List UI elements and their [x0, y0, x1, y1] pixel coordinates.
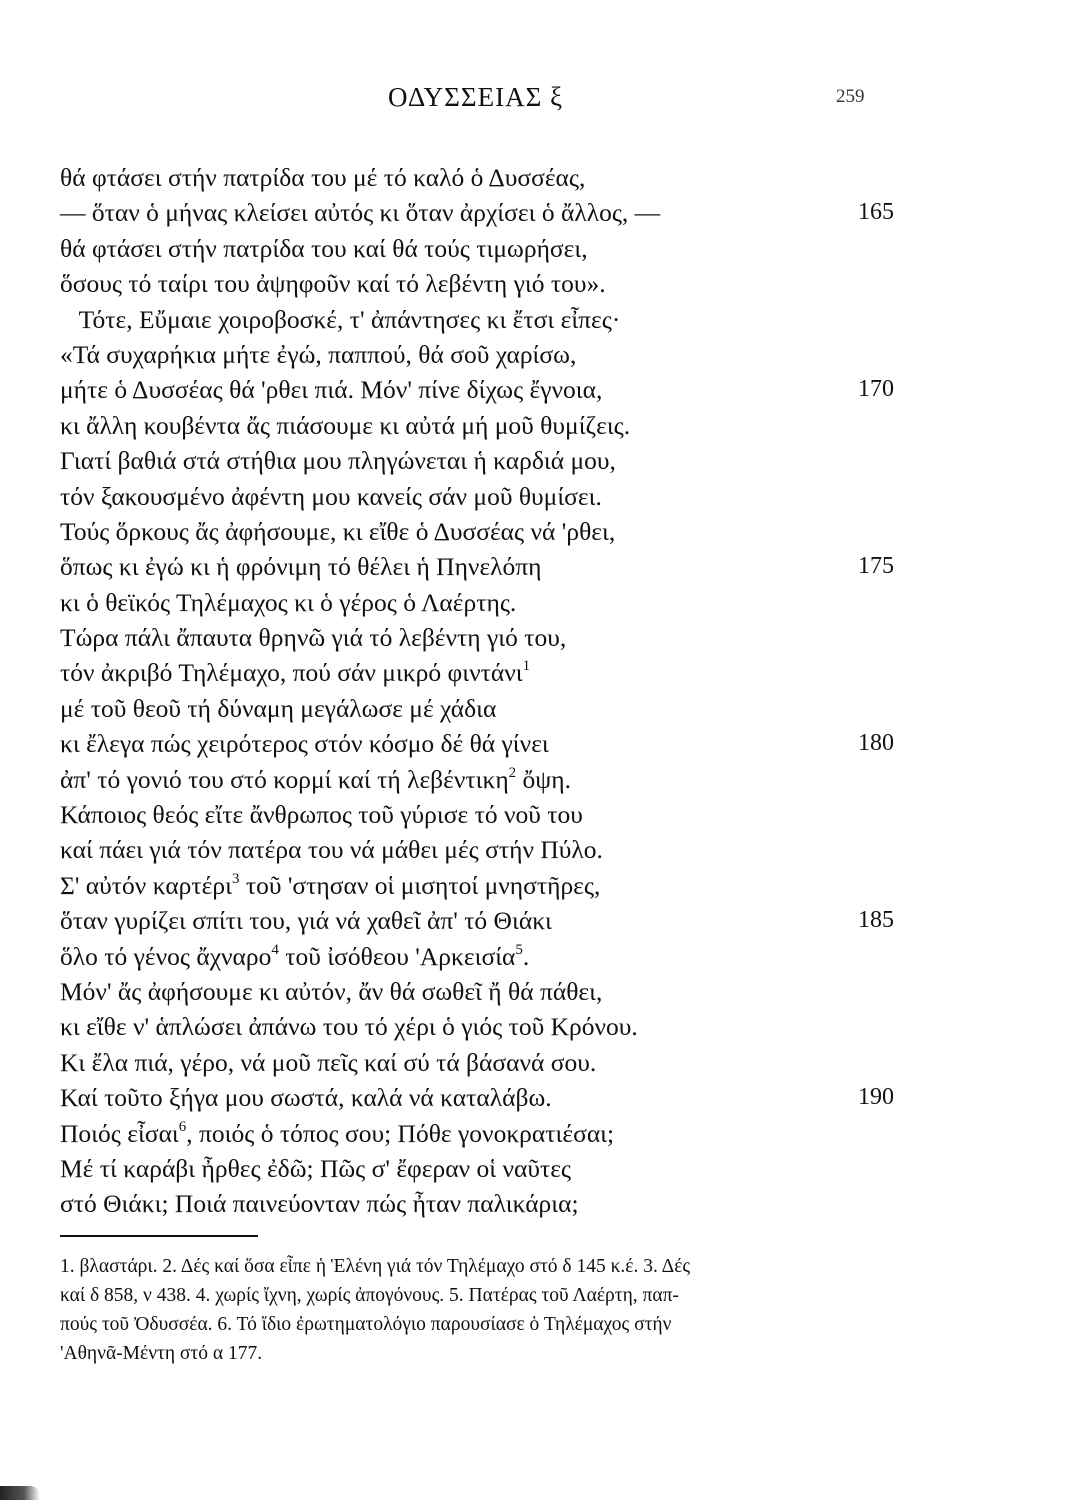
verse-line: [60, 514, 1020, 549]
verse-text: [60, 443, 616, 478]
verse-line: [60, 1116, 1020, 1151]
verse-text: [60, 620, 566, 655]
verse-text-segment: Τούς ὅρκους ἄς ἀφήσουμε, κι εἴθε ὁ Δυσσέας νά 'ρθει,: [60, 516, 616, 546]
verse-text-segment: ὄψη.: [516, 764, 571, 794]
verse-line: [60, 443, 1020, 478]
verse-text-segment: κι ἄλλη κουβέντα ἄς πιάσουμε κι αὐτά μή μοῦ θυμίζεις.: [60, 410, 631, 440]
verse-line: [60, 266, 1020, 301]
verse-text: [60, 1151, 571, 1186]
footnote-marker: 1: [522, 658, 531, 675]
verse-line: [60, 868, 1020, 903]
verse-text: [60, 868, 600, 903]
verse-line: [60, 372, 1020, 407]
verse-text: [60, 832, 603, 867]
verse-text-segment: Μέ τί καράβι ἦρθες ἐδῶ; Πῶς σ' ἔφεραν οἱ ναῦτες: [60, 1153, 572, 1183]
verse-text-segment: ὅταν γυρίζει σπίτι του, γιά νά χαθεῖ ἀπ' τό Θιάκι: [60, 906, 552, 936]
verse-text: [60, 302, 620, 337]
verse-line: [60, 1080, 1020, 1115]
verse-text: [60, 939, 529, 974]
footnote-line: καί δ 858, ν 438. 4. χωρίς ἴχνη, χωρίς ἀπογόνους. 5. Πατέρας τοῦ Λαέρτη, παπ-: [60, 1285, 679, 1306]
footnotes: [60, 1252, 906, 1368]
verse-line: [60, 655, 1020, 690]
footnote-marker: 3: [231, 870, 240, 887]
verse-text-segment: Σ' αὐτόν καρτέρι: [60, 870, 232, 900]
verse-line: [60, 479, 1020, 514]
verse-text-segment: στό Θιάκι; Ποιά παινεύονταν πώς ἦταν παλικάρια;: [60, 1189, 579, 1219]
verse-line: [60, 620, 1020, 655]
verse-line: [60, 1186, 1020, 1221]
verse-text-segment: τόν ξακουσμένο ἀφέντη μου κανείς σάν μοῦ θυμίσει.: [60, 481, 602, 511]
verse-text: [60, 903, 552, 938]
page-title: ΟΔΥΣΣΕΙΑΣ ξ: [388, 82, 564, 112]
verse-text-segment: θά φτάσει στήν πατρίδα του μέ τό καλό ὁ Δυσσέας,: [60, 163, 586, 192]
footnote-marker: 4: [271, 941, 279, 958]
verse-text-segment: ὅσους τό ταίρι του ἀψηφοῦν καί τό λεβέντη γιό του».: [60, 269, 606, 299]
verse-text-segment: κι ὁ θεϊκός Τηλέμαχος κι ὁ γέρος ὁ Λαέρτης.: [60, 587, 517, 617]
verse-line: [60, 939, 1020, 974]
verse-line: [60, 974, 1020, 1009]
verse-text-segment: ὅπως κι ἐγώ κι ἡ φρόνιμη τό θέλει ἡ Πηνελόπη: [60, 552, 542, 582]
line-number: 165: [858, 199, 894, 226]
verse-text-segment: Τότε, Εὔμαιε χοιροβοσκέ, τ' ἀπάντησες κι ἔτσι εἶπες·: [60, 304, 621, 334]
verse-block: [60, 160, 1020, 1222]
verse-text: [60, 408, 630, 443]
verse-line: [60, 1045, 1020, 1080]
verse-text: [60, 974, 602, 1009]
verse-text: [60, 762, 571, 797]
verse-line: [60, 585, 1020, 620]
verse-text: [60, 1116, 614, 1151]
verse-text-segment: — ὅταν ὁ μήνας κλείσει αὐτός κι ὅταν ἀρχίσει ὁ ἄλλος, —: [60, 198, 661, 228]
verse-text: [60, 655, 530, 690]
line-number: 185: [858, 907, 894, 934]
verse-text-segment: τόν ἀκριβό Τηλέμαχο, πού σάν μικρό φιντάνι: [60, 658, 523, 688]
verse-text-segment: Μόν' ἄς ἀφήσουμε κι αὐτόν, ἄν θά σωθεῖ ἤ θά πάθει,: [60, 976, 603, 1006]
verse-text-segment: , ποιός ὁ τόπος σου; Πόθε γονοκρατιέσαι;: [186, 1118, 615, 1148]
verse-text-segment: ἀπ' τό γονιό του στό κορμί καί τή λεβέντικη: [60, 764, 509, 794]
verse-line: [60, 337, 1020, 372]
verse-text: [60, 195, 660, 230]
verse-text-segment: κι εἴθε ν' ἁπλώσει ἀπάνω του τό χέρι ὁ γιός τοῦ Κρόνου.: [60, 1012, 638, 1042]
line-number: 170: [858, 376, 894, 403]
verse-text: [60, 1186, 579, 1221]
verse-text: [60, 1045, 596, 1080]
verse-text: [60, 1009, 638, 1044]
line-number: 175: [858, 553, 894, 580]
verse-text-segment: Τώρα πάλι ἄπαυτα θρηνῶ γιά τό λεβέντη γιό του,: [60, 623, 567, 653]
footnote-marker: 2: [508, 764, 517, 781]
verse-line: [60, 691, 1020, 726]
verse-text: [60, 231, 588, 266]
verse-line: [60, 726, 1020, 761]
running-head: [0, 82, 1086, 122]
verse-text-segment: τοῦ 'στησαν οἱ μισητοί μνηστῆρες,: [239, 870, 601, 900]
verse-line: [60, 408, 1020, 443]
footnote-rule: [60, 1235, 258, 1237]
verse-text: [60, 797, 583, 832]
verse-line: [60, 832, 1020, 867]
page-number: 259: [836, 86, 865, 107]
verse-text-segment: μέ τοῦ θεοῦ τή δύναμη μεγάλωσε μέ χάδια: [60, 693, 497, 723]
page-edge-shadow: [0, 1486, 40, 1500]
verse-text-segment: Καί τοῦτο ξήγα μου σωστά, καλά νά καταλάβω.: [60, 1083, 552, 1113]
verse-text: [60, 585, 516, 620]
verse-line: [60, 1009, 1020, 1044]
footnote-marker: 5: [515, 941, 523, 958]
verse-line: [60, 231, 1020, 266]
verse-text: [60, 726, 549, 761]
verse-text-segment: Ποιός εἶσαι: [60, 1118, 179, 1148]
verse-text: [60, 549, 542, 584]
line-number: 180: [858, 730, 894, 757]
verse-text: [60, 514, 615, 549]
verse-text-segment: καί πάει γιά τόν πατέρα του νά μάθει μές στήν Πύλο.: [60, 835, 603, 865]
footnote-line: 'Αθηνᾶ-Μέντη στό α 177.: [60, 1343, 263, 1364]
verse-text-segment: Κι ἔλα πιά, γέρο, νά μοῦ πεῖς καί σύ τά βάσανά σου.: [60, 1047, 597, 1077]
verse-text: [60, 691, 496, 726]
verse-line: [60, 160, 1020, 195]
footnote-line: 1. βλαστάρι. 2. Δές καί ὅσα εἶπε ἡ Ἑλένη γιά τόν Τηλέμαχο στό δ 145 κ.έ. 3. Δές: [60, 1256, 691, 1277]
line-number: 190: [858, 1084, 894, 1111]
verse-text-segment: τοῦ ἰσόθεου 'Αρκεισία: [278, 941, 516, 971]
verse-text: [60, 1080, 552, 1115]
verse-text: [60, 372, 602, 407]
verse-text-segment: θά φτάσει στήν πατρίδα του καί θά τούς τιμωρήσει,: [60, 233, 588, 263]
verse-line: [60, 549, 1020, 584]
verse-text: [60, 479, 602, 514]
verse-line: [60, 302, 1020, 337]
verse-text-segment: κι ἔλεγα πώς χειρότερος στόν κόσμο δέ θά γίνει: [60, 729, 549, 759]
verse-text-segment: Κάποιος θεός εἴτε ἄνθρωπος τοῦ γύρισε τό νοῦ του: [60, 800, 583, 830]
verse-line: [60, 903, 1020, 938]
verse-text-segment: .: [522, 941, 530, 971]
verse-line: [60, 1151, 1020, 1186]
verse-text: [60, 160, 585, 195]
verse-line: [60, 195, 1020, 230]
verse-text: [60, 266, 606, 301]
verse-text-segment: ὅλο τό γένος ἄχναρο: [60, 941, 272, 971]
verse-line: [60, 762, 1020, 797]
verse-text-segment: Γιατί βαθιά στά στήθια μου πληγώνεται ἡ καρδιά μου,: [60, 446, 616, 476]
verse-text-segment: μήτε ὁ Δυσσέας θά 'ρθει πιά. Μόν' πίνε δίχως ἔγνοια,: [60, 375, 603, 405]
footnote-marker: 6: [178, 1118, 187, 1135]
verse-line: [60, 797, 1020, 832]
verse-text-segment: «Τά συχαρήκια μήτε ἐγώ, παππού, θά σοῦ χαρίσω,: [60, 339, 577, 369]
verse-text: [60, 337, 576, 372]
footnote-line: πούς τοῦ Ὀδυσσέα. 6. Τό ἴδιο ἐρωτηματολόγιο παρουσίασε ὁ Τηλέμαχος στήν: [60, 1314, 672, 1335]
